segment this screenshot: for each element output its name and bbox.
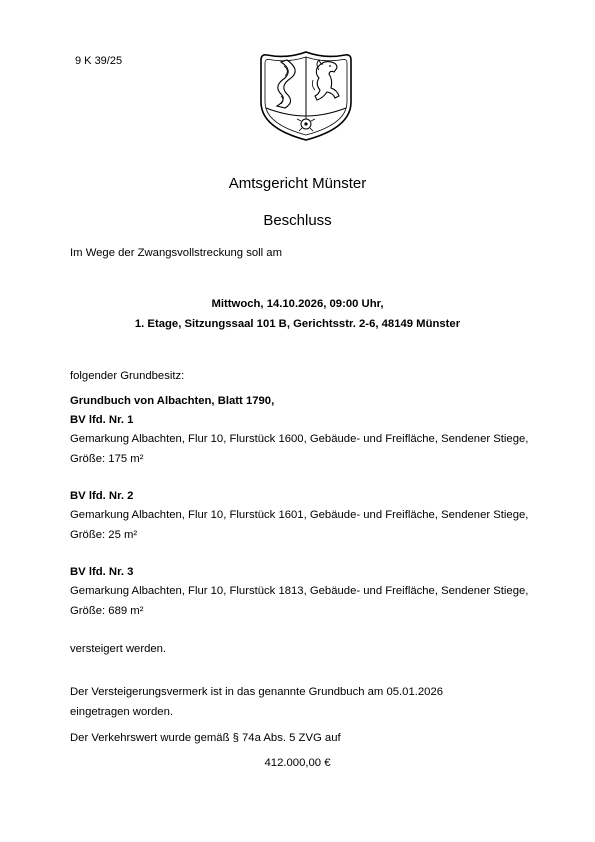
nrw-coat-of-arms-icon [257, 50, 355, 142]
item-label: BV lfd. Nr. 2 [70, 490, 134, 502]
auction-date: Mittwoch, 14.10.2026, 09:00 Uhr, [211, 298, 384, 310]
property-intro: folgender Grundbesitz: [70, 370, 185, 382]
entry-note: Der Versteigerungsvermerk ist in das genannte Grundbuch am 05.01.2026 eingetragen worden. [70, 686, 444, 718]
item-description: Gemarkung Albachten, Flur 10, Flurstück 1601, Gebäude- und Freifläche, Sendener Stiege, Größe: 25 m² [70, 509, 529, 541]
item-label: BV lfd. Nr. 1 [70, 414, 134, 426]
grundbuch-heading: Grundbuch von Albachten, Blatt 1790, [70, 395, 275, 407]
decision-title: Beschluss [263, 212, 332, 229]
item-description: Gemarkung Albachten, Flur 10, Flurstück 1813, Gebäude- und Freifläche, Sendener Stiege, Größe: 689 m² [70, 585, 529, 617]
auction-location: 1. Etage, Sitzungssaal 101 B, Gerichtsstr. 2-6, 48149 Münster [134, 318, 461, 330]
auction-text: versteigert werden. [70, 643, 167, 655]
value-note: Der Verkehrswert wurde gemäß § 74a Abs. 5 ZVG auf [70, 732, 341, 744]
case-number: 9 K 39/25 [75, 55, 123, 67]
item-label: BV lfd. Nr. 3 [70, 566, 134, 578]
item-description: Gemarkung Albachten, Flur 10, Flurstück 1600, Gebäude- und Freifläche, Sendener Stiege, Größe: 175 m² [70, 433, 529, 465]
intro-text: Im Wege der Zwangsvollstreckung soll am [70, 247, 283, 259]
court-name: Amtsgericht Münster [228, 175, 367, 192]
market-value-amount: 412.000,00 € [264, 757, 331, 769]
